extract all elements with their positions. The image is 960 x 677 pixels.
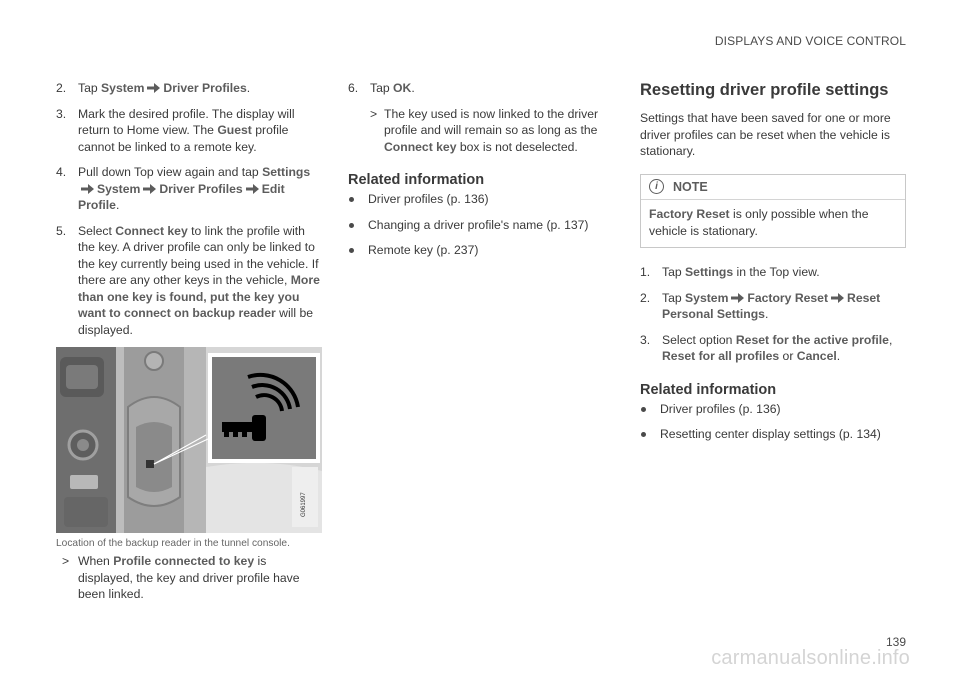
step-number: 4. — [56, 165, 67, 179]
step-text: Select option Reset for the active profile, Reset for all profiles or Cancel. — [662, 332, 893, 363]
related-link[interactable]: Resetting center display settings (p. 134) — [640, 426, 906, 443]
menu-term: System — [101, 81, 145, 95]
arrow-right-icon — [731, 293, 744, 303]
related-link[interactable]: Changing a driver profile's name (p. 137) — [348, 217, 610, 234]
step-6 — [348, 80, 610, 97]
menu-term: Settings — [685, 265, 734, 279]
step-1 — [640, 264, 906, 281]
result-marker: > — [370, 106, 378, 121]
figure-code: G061997 — [301, 492, 307, 517]
arrow-right-icon — [831, 293, 844, 303]
bullet-icon — [349, 223, 354, 228]
related-list — [348, 191, 610, 259]
step-text: Tap OK. — [370, 81, 415, 95]
step-number: 2. — [640, 290, 651, 305]
figure-caption: Location of the backup reader in the tunnel console. — [56, 538, 290, 549]
related-list — [640, 401, 906, 443]
step-text: Select Connect key to link the profile with the key. A driver profile can only be linked to the key currently being used in the vehicle. If there are any other keys in the vehicle, More than one key is found, put the key you want to connect on backup reader will be displayed. — [78, 223, 320, 337]
step-result — [56, 553, 322, 603]
note-header — [641, 175, 905, 201]
menu-term: Profile connected to key — [113, 554, 255, 568]
arrow-right-icon — [246, 184, 259, 194]
menu-term: Cancel — [796, 349, 837, 363]
step-number: 5. — [56, 223, 67, 238]
menu-term: More than one key is found, put the key you want to connect on backup reader — [78, 273, 320, 320]
menu-term: Driver Profiles — [163, 81, 247, 95]
intro-text: Settings that have been saved for one or more driver profiles can be reset when the vehicle is stationary. — [640, 111, 891, 158]
menu-term: Factory Reset — [649, 207, 730, 221]
section-heading: Resetting driver profile settings — [640, 81, 889, 99]
menu-term: Connect key — [384, 139, 457, 154]
step-number: 1. — [640, 265, 651, 279]
result-marker: > — [62, 554, 70, 568]
bullet-icon — [349, 197, 354, 202]
menu-term: Reset for all profiles — [662, 349, 780, 363]
related-link[interactable]: Remote key (p. 237) — [348, 242, 610, 259]
page-number: 139 — [885, 635, 906, 649]
note-body: Factory Reset is only possible when the vehicle is stationary. — [649, 207, 869, 238]
step-number: 3. — [640, 332, 651, 347]
watermark: carmanualsonline.info — [711, 647, 910, 669]
step-2 — [56, 80, 322, 97]
step-text: Tap Settings in the Top view. — [662, 265, 820, 279]
step-number: 2. — [56, 81, 67, 95]
note-title: NOTE — [673, 179, 708, 194]
step-text: Tap System Driver Profiles. — [78, 81, 251, 95]
tunnel-console-illustration — [56, 347, 322, 533]
bullet-icon — [641, 407, 646, 412]
column-middle — [348, 80, 610, 268]
column-left — [56, 80, 322, 613]
menu-term: Driver Profiles — [159, 181, 243, 196]
menu-term: System — [685, 290, 729, 305]
step-text: Tap System Factory Reset Reset Personal Settings. — [662, 290, 881, 321]
arrow-right-icon — [81, 184, 94, 194]
related-heading: Related information — [640, 381, 777, 398]
arrow-right-icon — [147, 83, 160, 93]
menu-term: Reset Personal Settings — [662, 290, 881, 321]
related-link[interactable]: Driver profiles (p. 136) — [640, 401, 906, 418]
menu-term: OK — [393, 81, 412, 95]
result-text: When Profile connected to key is displayed, the key and driver profile have been linked. — [78, 554, 300, 601]
step-4 — [56, 164, 322, 214]
related-link[interactable]: Driver profiles (p. 136) — [348, 191, 610, 208]
step-5 — [56, 223, 322, 339]
step-3 — [640, 332, 906, 365]
step-number: 6. — [348, 81, 359, 95]
menu-term: System — [97, 181, 141, 196]
bullet-icon — [641, 432, 646, 437]
step-3 — [56, 106, 322, 156]
menu-term: Reset for the active profile — [735, 332, 889, 347]
step-text: Pull down Top view again and tap SettingsSystem Driver Profiles Edit Profile. — [78, 165, 311, 212]
related-heading: Related information — [348, 172, 485, 188]
menu-term: Settings — [262, 165, 311, 179]
tunnel-console-figure — [56, 347, 322, 533]
step-result — [370, 106, 610, 156]
menu-term: Factory Reset — [747, 290, 829, 305]
menu-term: Guest — [217, 123, 252, 137]
column-right — [640, 80, 906, 452]
menu-term: Connect key — [115, 223, 188, 238]
step-text: Mark the desired profile. The display will return to Home view. The Guest profile cannot be linked to a remote key. — [78, 106, 295, 154]
bullet-icon — [349, 248, 354, 253]
note-box — [640, 174, 906, 249]
menu-term: Edit Profile — [78, 181, 285, 212]
step-number: 3. — [56, 106, 67, 121]
arrow-right-icon — [143, 184, 156, 194]
section-header: DISPLAYS AND VOICE CONTROL — [714, 34, 906, 48]
info-icon: i — [649, 179, 664, 194]
result-text: The key used is now linked to the driver profile and will remain so as long as the Connect key box is not deselected. — [384, 106, 599, 154]
step-2 — [640, 290, 906, 323]
